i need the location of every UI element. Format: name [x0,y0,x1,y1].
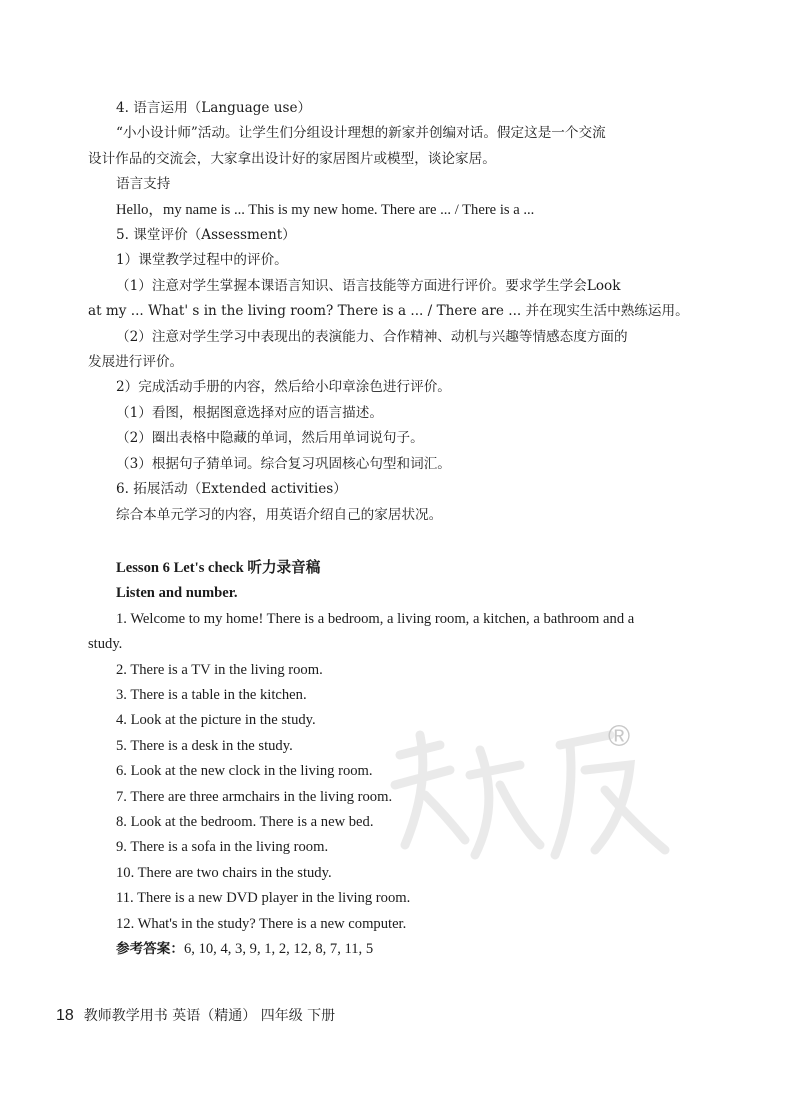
assessment-sub1-title: 1）课堂教学过程中的评价。 [116,252,288,269]
book-title: 教师教学用书 英语（精通） 四年级 下册 [83,1008,336,1024]
transcript-item: 12. What's in the study? There is a new computer. [116,915,407,932]
transcript-item: 4. Look at the picture in the study. [116,712,316,729]
registered-mark: ® [608,720,631,753]
answer-key-label: 参考答案： [116,941,184,957]
section-4-paragraph-line1: “小小设计师”活动。让学生们分组设计理想的新家并创编对话。假定这是一个交流 [116,125,606,142]
page-footer [56,1006,335,1026]
answer-key-value: 6, 10, 4, 3, 9, 1, 2, 12, 8, 7, 11, 5 [183,941,374,957]
language-support-text: Hello，my name is ... This is my new home. There are ... / There is a ... [116,201,535,218]
assessment-item1-line2: at my ... What' s in the living room? There is a ... / There are ... 并在现实生活中熟练运用。 [88,303,689,320]
assessment-sub2-item2: （2）圈出表格中隐藏的单词，然后用单词说句子。 [116,430,424,447]
transcript-item-1-line2: study. [88,636,123,653]
transcript-item: 7. There are three armchairs in the living room. [116,788,393,805]
transcript-item: 3. There is a table in the kitchen. [116,686,307,703]
transcript-item: 6. Look at the new clock in the living room. [116,763,373,780]
assessment-sub2-item3: （3）根据句子猜单词。综合复习巩固核心句型和词汇。 [116,455,451,472]
transcript-item: 10. There are two chairs in the study. [116,864,332,881]
section-5-heading: 5. 课堂评价（Assessment） [116,227,296,244]
transcript-item-1-line1: 1. Welcome to my home! There is a bedroom, a living room, a kitchen, a bathroom and a [116,610,635,627]
section-4-heading: 4. 语言运用（Language use） [116,100,312,116]
main-text [88,96,698,962]
transcript-item: 2. There is a TV in the living room. [116,661,323,678]
assessment-item2-line2: 发展进行评价。 [88,354,184,371]
transcript-item: 11. There is a new DVD player in the living room. [116,890,411,907]
answer-key [88,937,698,962]
section-4-paragraph-line2: 设计作品的交流会，大家拿出设计好的家居图片或模型，谈论家居。 [88,150,496,167]
section-spacer [88,528,698,556]
assessment-item1-line1: （1）注意对学生掌握本课语言知识、语言技能等方面进行评价。要求学生学会Look [116,277,621,294]
section-6-text: 综合本单元学习的内容，用英语介绍自己的家居状况。 [116,506,443,523]
transcript-item: 8. Look at the bedroom. There is a new bed. [116,813,374,830]
section-6-heading: 6. 拓展活动（Extended activities） [116,481,347,498]
assessment-sub2-title: 2）完成活动手册的内容，然后给小印章涂色进行评价。 [116,379,451,396]
page-number: 18 [56,1007,74,1024]
language-support-label: 语言支持 [116,176,171,193]
transcript-item: 9. There is a sofa in the living room. [116,839,329,856]
assessment-item2-line1: （2）注意对学生学习中表现出的表演能力、合作精神、动机与兴趣等情感态度方面的 [116,328,628,345]
lesson-instruction: Listen and number. [116,585,238,602]
lesson-title: Lesson 6 Let's check 听力录音稿 [116,559,321,576]
assessment-sub2-item1: （1）看图，根据图意选择对应的语言描述。 [116,404,383,421]
transcript-item: 5. There is a desk in the study. [116,737,293,754]
